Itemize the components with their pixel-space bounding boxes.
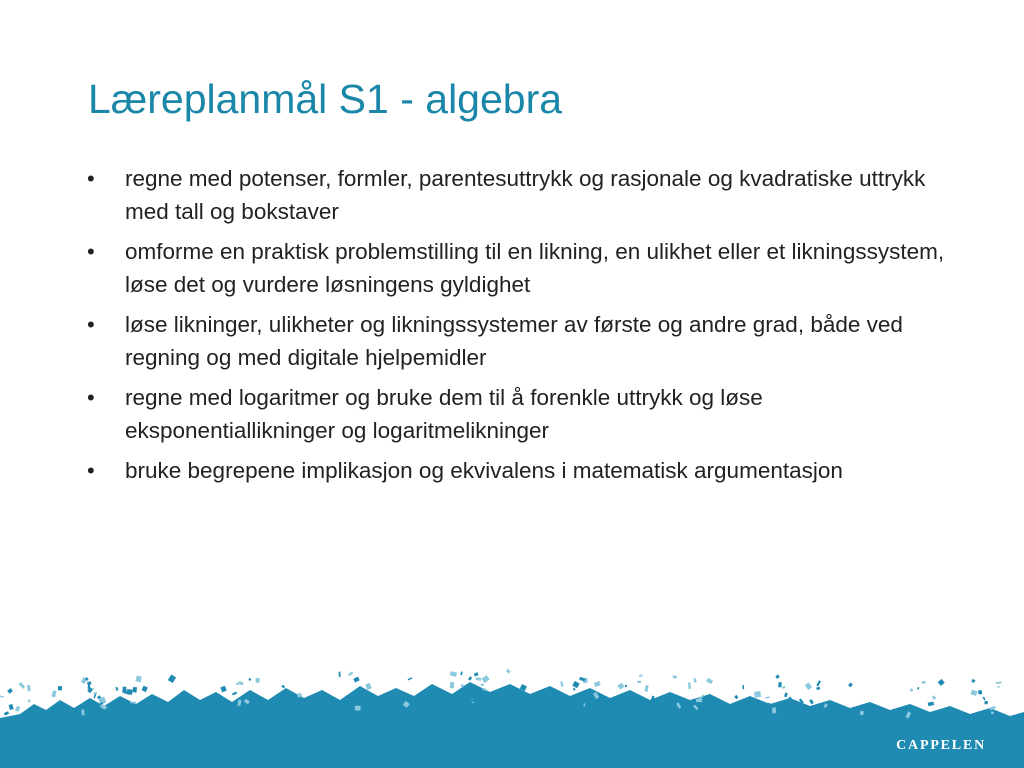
splash-fragment: [142, 686, 148, 692]
bullet-text: regne med potenser, formler, parentesuttrykk og rasjonale og kvadratiske uttrykk med tall og bokstaver: [125, 166, 926, 224]
splash-fragment: [468, 676, 472, 680]
decorative-splash-band: [0, 660, 1024, 768]
splash-fragment: [474, 672, 479, 676]
splash-fragment: [775, 674, 780, 679]
splash-fragment: [917, 687, 919, 690]
bullet-text: omforme en praktisk problemstilling til en likning, en ulikhet eller et likningssystem, løse det og vurdere løsningens gyldighet: [125, 239, 945, 297]
splash-fragment: [27, 685, 30, 692]
splash-fragment: [127, 689, 133, 694]
splash-fragment: [688, 682, 691, 689]
splash-fragment: [82, 709, 85, 715]
splash-fragment: [19, 682, 26, 689]
splash-fragment: [115, 687, 118, 691]
bullet-item: [85, 381, 955, 447]
splash-fragment: [355, 706, 361, 711]
splash-fragment: [460, 671, 463, 675]
splash-fragment: [122, 687, 126, 693]
splash-fragment: [93, 694, 96, 699]
bullet-item: [85, 235, 955, 301]
splash-fragment: [809, 699, 814, 704]
splash-fragment: [637, 681, 641, 683]
splash-fragment: [481, 683, 485, 686]
bullet-item: [85, 308, 955, 374]
splash-fragment: [805, 682, 812, 690]
splash-fragment: [625, 685, 627, 688]
splash-fragment: [997, 686, 1000, 688]
splash-fragment: [579, 677, 585, 682]
splash-fragment: [639, 675, 643, 677]
splash-fragment: [7, 688, 13, 694]
splash-fragment: [932, 695, 937, 700]
splash-fragment: [560, 681, 563, 687]
splash-fragment: [782, 686, 786, 689]
splash-fragment: [978, 690, 982, 694]
splash-fragment: [51, 690, 56, 697]
splash-fragment: [168, 675, 176, 684]
splash-fragment: [573, 688, 576, 691]
bullet-text: regne med logaritmer og bruke dem til å forenkle uttrykk og løse eksponentiallikninger og logaritmelikninger: [125, 385, 763, 443]
splash-fragment: [0, 696, 4, 698]
bullet-mark: •: [87, 385, 95, 410]
bullet-item: [85, 454, 955, 487]
splash-fragment: [816, 687, 820, 691]
splash-fragment: [983, 697, 986, 701]
splash-fragment: [778, 682, 782, 687]
splash-fragment: [971, 679, 975, 683]
splash-fragment: [4, 711, 9, 715]
band-main-shape: [0, 682, 1024, 768]
splash-fragment: [938, 679, 945, 686]
splash-fragment: [281, 685, 285, 689]
splash-fragment: [482, 675, 490, 683]
splash-fragment: [772, 707, 776, 713]
footer-band: [0, 660, 1024, 768]
slide-title: Læreplanmål S1 - algebra: [88, 76, 563, 122]
splash-fragment: [984, 701, 987, 704]
splash-fragment: [94, 692, 97, 694]
splash-fragment: [58, 686, 62, 690]
splash-fragment: [220, 686, 226, 693]
splash-fragment: [476, 677, 482, 681]
splash-fragment: [408, 677, 413, 680]
splash-fragment: [348, 671, 353, 676]
splash-fragment: [353, 677, 359, 683]
bullet-mark: •: [87, 166, 95, 191]
splash-fragment: [784, 693, 788, 698]
splash-fragment: [765, 696, 770, 699]
splash-fragment: [645, 685, 649, 692]
bullet-list: [85, 162, 955, 494]
bullet-mark: •: [87, 239, 95, 264]
splash-fragment: [28, 699, 31, 702]
splash-fragment: [232, 692, 237, 696]
splash-fragment: [734, 695, 738, 699]
splash-fragment: [617, 683, 624, 690]
splash-fragment: [996, 682, 1002, 684]
bullet-text: løse likninger, ulikheter og likningssystemer av første og andre grad, både ved regning og med digitale hjelpemidler: [125, 312, 903, 370]
splash-fragment: [450, 682, 455, 688]
splash-fragment: [248, 678, 251, 681]
splash-fragment: [469, 703, 475, 707]
splash-fragment: [696, 699, 702, 702]
bullet-item: [85, 162, 955, 228]
splash-fragment: [910, 688, 914, 692]
splash-fragment: [365, 683, 372, 690]
splash-fragment: [135, 676, 141, 683]
splash-fragment: [594, 681, 601, 687]
splash-fragment: [928, 702, 934, 707]
splash-fragment: [132, 687, 137, 693]
splash-fragment: [9, 704, 14, 710]
splash-fragment: [706, 678, 713, 684]
splash-fragment: [450, 671, 457, 677]
bullet-text: bruke begrepene implikasjon og ekvivalens i matematisk argumentasjon: [125, 458, 843, 483]
bullet-mark: •: [87, 312, 95, 337]
splash-fragment: [922, 681, 926, 684]
splash-fragment: [105, 708, 112, 715]
splash-fragment: [15, 706, 20, 712]
splash-fragment: [240, 682, 244, 685]
bullet-mark: •: [87, 458, 95, 483]
splash-fragment: [572, 681, 579, 688]
cappelen-logo: CAPPELEN: [896, 738, 986, 753]
splash-fragment: [673, 675, 678, 679]
splash-fragment: [502, 689, 504, 692]
splash-fragment: [742, 685, 744, 689]
splash-fragment: [754, 691, 761, 698]
splash-fragment: [816, 680, 821, 686]
splash-fragment: [130, 702, 136, 704]
splash-fragment: [339, 672, 341, 677]
splash-fragment: [693, 678, 697, 683]
splash-fragment: [848, 683, 853, 688]
splash-fragment: [506, 669, 511, 674]
splash-fragment: [971, 690, 978, 696]
splash-fragment: [256, 678, 260, 683]
